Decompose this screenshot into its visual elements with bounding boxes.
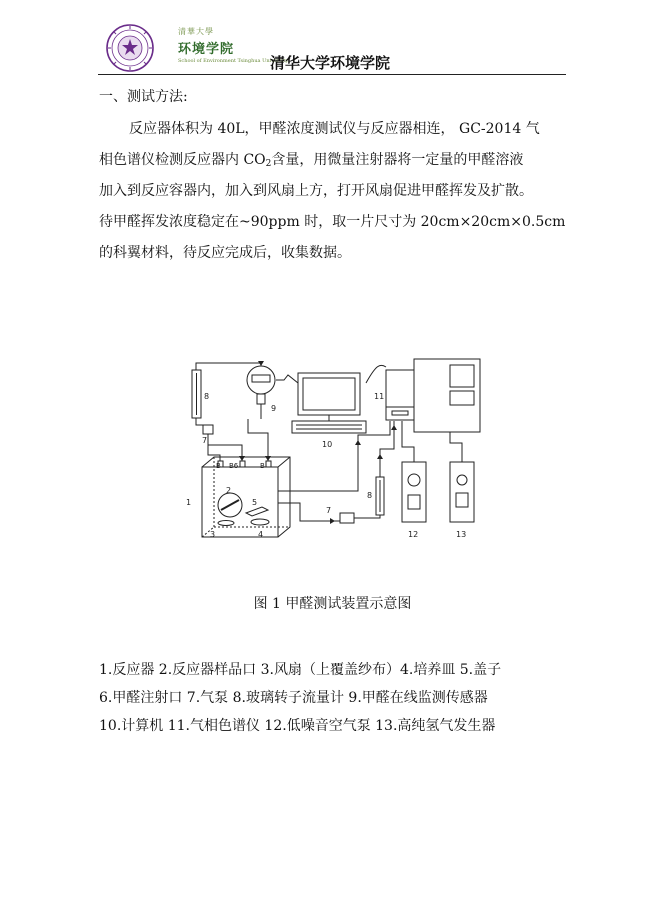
legend-line: 6.甲醛注射口 7.气泵 8.玻璃转子流量计 9.甲醛在线监测传感器	[99, 690, 488, 706]
computer-monitor	[298, 373, 360, 415]
logo-main-text: 环境学院	[178, 42, 235, 57]
label-8-top: 8	[204, 392, 210, 401]
logo-top-text: 清華大學	[178, 27, 214, 36]
figure-caption: 图 1 甲醛测试装置示意图	[253, 596, 412, 612]
label-4: 4	[258, 530, 264, 539]
port-label-3: B	[260, 462, 265, 470]
label-7-bottom: 7	[326, 506, 332, 515]
label-2: 2	[226, 486, 232, 495]
section-heading: 一、测试方法:	[99, 89, 188, 105]
paragraph-line	[99, 145, 569, 176]
label-3: 3	[210, 530, 216, 539]
page-header-title: 清华大学环境学院	[270, 54, 391, 72]
label-12: 12	[408, 530, 419, 539]
label-13: 13	[456, 530, 467, 539]
label-8-bottom: 8	[367, 491, 373, 500]
gc-module	[386, 370, 414, 420]
port-label-1: B	[216, 462, 221, 470]
line-text: 含量，用微量注射器将一定量的甲醛溶液	[271, 152, 524, 168]
paragraph-line: 的科翼材料，待反应完成后，收集数据。	[99, 245, 351, 261]
environment-school-logo	[178, 26, 289, 64]
label-7-top: 7	[202, 436, 208, 445]
paragraph-line: 反应器体积为 40L，甲醛浓度测试仪与反应器相连， GC-2014 气	[129, 121, 540, 137]
apparatus-diagram	[180, 355, 500, 545]
figure-legend	[99, 656, 501, 740]
air-pump	[402, 462, 426, 522]
paragraph-line: 待甲醛挥发浓度稳定在~90ppm 时，取一片尺寸为 20cm×20cm×0.5cm	[99, 214, 566, 230]
legend-line: 1.反应器 2.反应器样品口 3.风扇（上覆盖纱布）4.培养皿 5.盖子	[99, 662, 502, 678]
label-1: 1	[186, 498, 192, 507]
apparatus-schematic	[180, 355, 500, 545]
paragraph-line: 加入到反应容器内，加入到风扇上方，打开风扇促进甲醛挥发及扩散。	[99, 183, 533, 199]
hydrogen-generator	[450, 462, 474, 522]
label-11: 11	[374, 392, 385, 401]
subscript: 2	[265, 159, 272, 169]
seal-icon	[106, 24, 154, 72]
logo-sub-text: School of Environment Tsinghua University	[178, 58, 289, 64]
label-10: 10	[322, 440, 333, 449]
port-label-2: B6	[229, 462, 239, 470]
label-9: 9	[271, 404, 277, 413]
gc-main-unit	[414, 359, 480, 432]
header-divider	[98, 74, 566, 75]
label-5: 5	[252, 498, 258, 507]
method-paragraph	[99, 114, 569, 269]
line-text: 相色谱仪检测反应器内 CO	[99, 152, 266, 168]
computer-keyboard	[292, 421, 366, 433]
tsinghua-seal-logo	[106, 24, 154, 72]
formaldehyde-sensor	[247, 366, 275, 394]
legend-line: 10.计算机 11.气相色谱仪 12.低噪音空气泵 13.高纯氢气发生器	[99, 718, 496, 734]
